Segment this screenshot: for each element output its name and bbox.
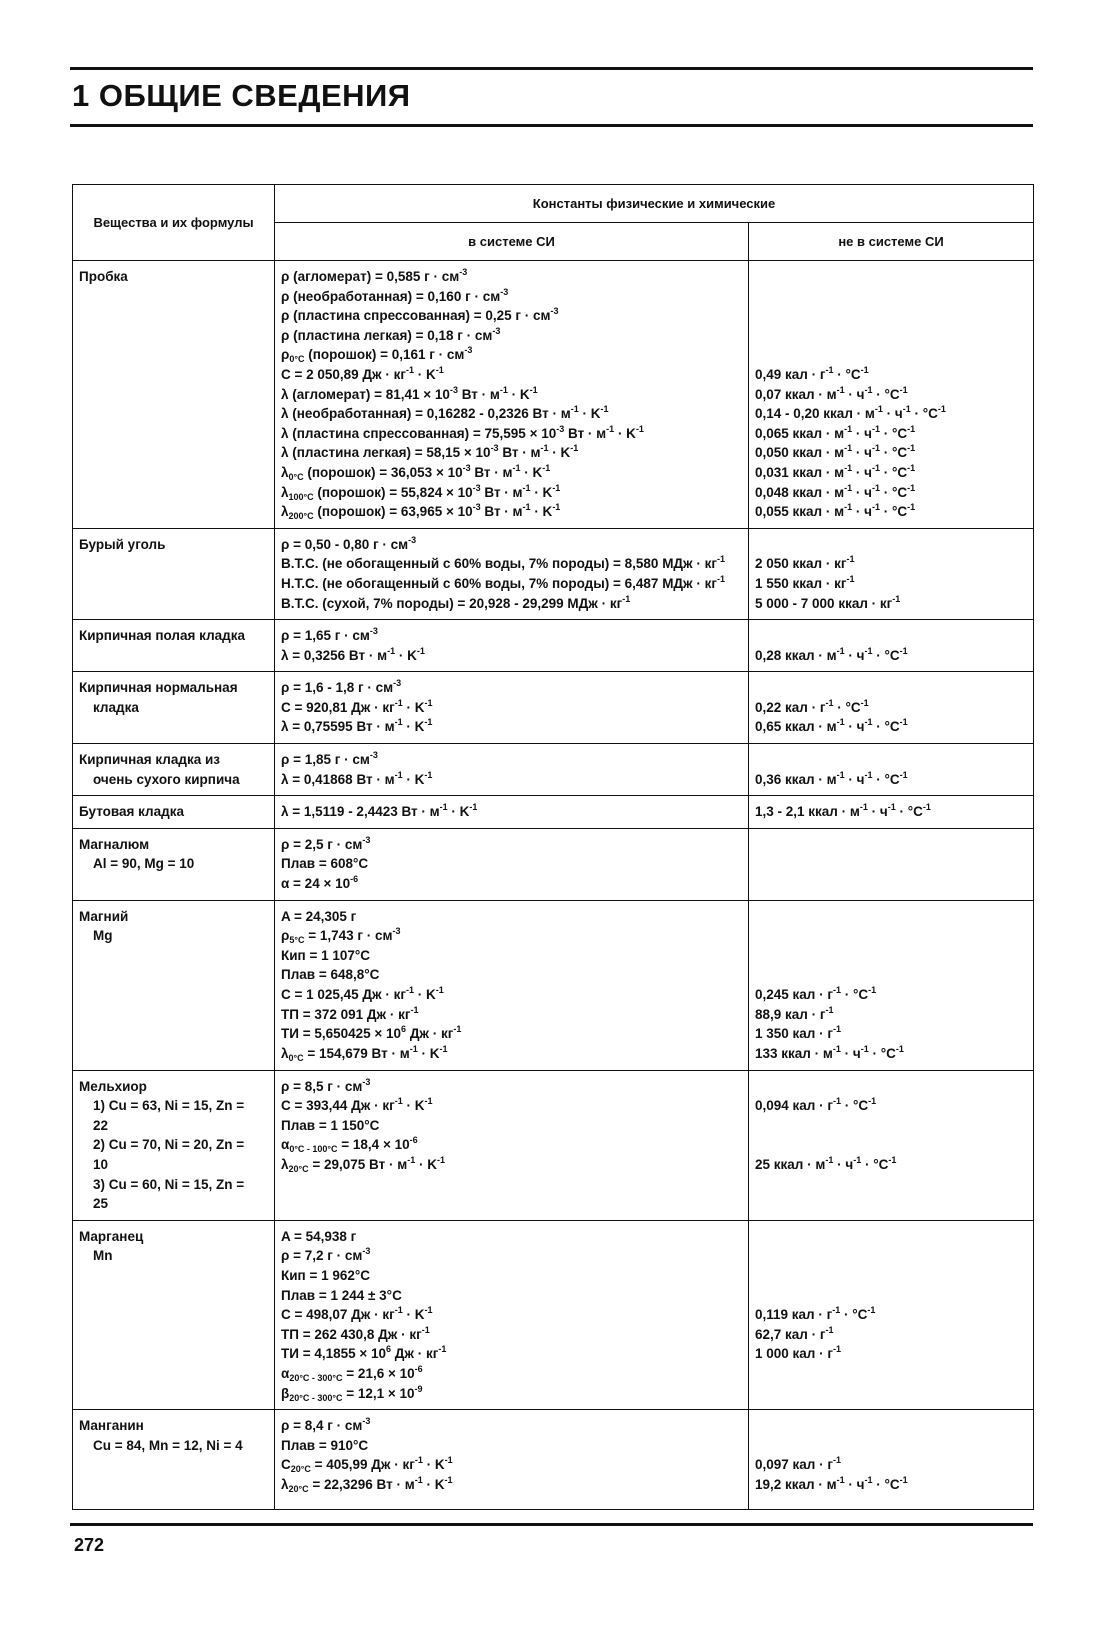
non-si-line — [755, 345, 1027, 365]
substance-line: 2) Cu = 70, Ni = 20, Zn = — [93, 1137, 245, 1153]
non-si-line: 1 350 кал · $г^{-1}$ — [755, 1024, 842, 1042]
si-line: ρ (пластина легкая) = 0,18 $г \cdot см^{-3}$ — [281, 325, 501, 343]
substance-cell — [73, 900, 275, 1070]
si-line: ТП = 372 091 Дж · $кг^{-1}$ — [281, 1004, 419, 1022]
non-si-line — [755, 946, 1027, 966]
non-si-cell — [749, 1410, 1034, 1510]
si-line: C = 920,81 Дж · $кг^{-1} \cdot K^{-1}$ — [281, 697, 433, 715]
table-row — [73, 672, 1034, 744]
si-line: Плав = 910°C — [281, 1437, 369, 1453]
table-row — [73, 744, 1034, 796]
substance-line: Mn — [93, 1248, 113, 1264]
top-rule — [70, 67, 1033, 70]
table-row — [73, 528, 1034, 619]
substance-cell — [73, 620, 275, 672]
substance-cell — [73, 528, 275, 619]
substance-line: Бурый уголь — [79, 536, 166, 552]
non-si-line — [755, 1116, 1027, 1136]
substance-line: Кирпичная полая кладка — [79, 628, 245, 644]
non-si-line: 0,36 ккал · $м^{-1} \cdot ч^{-1} \cdot ^\circ C^{-1}$ — [755, 769, 908, 787]
si-line: ρ (пластина спрессованная) = 0,25 $г \cdot см^{-3}$ — [281, 306, 559, 324]
bottom-rule — [70, 1523, 1033, 1526]
substance-cell — [73, 1070, 275, 1220]
si-cell — [275, 672, 749, 744]
si-line: C = 2 050,89 Дж · $кг^{-1} \cdot K^{-1}$ — [281, 364, 444, 382]
si-line: Плав = 1 244 ± 3°C — [281, 1287, 402, 1303]
non-si-line: 1,3 - 2,1 ккал · $м^{-1} \cdot ч^{-1} \cdot ^\circ C^{-1}$ — [755, 802, 931, 820]
si-line: λ (необработанная) = 0,16282 - 0,2326 Вт · $м^{-1} \cdot K^{-1}$ — [281, 404, 609, 422]
si-line: Н.Т.С. (не обогащенный с 60% воды, 7% породы) = 6,487 МДж · $кг^{-1}$ — [281, 573, 726, 591]
non-si-line: 0,119 кал · $г^{-1} \cdot ^\circ C^{-1}$ — [755, 1305, 876, 1323]
si-cell — [275, 1410, 749, 1510]
title-rule — [70, 124, 1033, 127]
non-si-line — [755, 907, 1027, 927]
si-line: Кип = 1 962°C — [281, 1267, 371, 1283]
non-si-line — [755, 1286, 1027, 1306]
non-si-line — [755, 750, 1027, 770]
si-cell — [275, 828, 749, 900]
si-cell — [275, 744, 749, 796]
non-si-line — [755, 306, 1027, 326]
si-line: ТП = 262 430,8 Дж · $кг^{-1}$ — [281, 1324, 430, 1342]
substance-line: 22 — [93, 1117, 109, 1133]
si-line: $\lambda_{0^\circ C} = 154,679$ Вт · $м^{-1} \cdot K^{-1}$ — [281, 1043, 448, 1063]
si-line: Плав = 648,8°C — [281, 967, 380, 983]
substance-line: Al = 90, Mg = 10 — [93, 856, 195, 872]
non-si-line — [755, 926, 1027, 946]
non-si-line: 0,048 ккал · $м^{-1} \cdot ч^{-1} \cdot ^\circ C^{-1}$ — [755, 482, 916, 500]
si-line: Кип = 1 107°C — [281, 947, 371, 963]
si-cell — [275, 900, 749, 1070]
si-line: λ = 0,41868 Вт · $м^{-1} \cdot K^{-1}$ — [281, 769, 433, 787]
non-si-line: 0,22 кал · $г^{-1} \cdot ^\circ C^{-1}$ — [755, 697, 869, 715]
si-line: C = 1 025,45 Дж · $кг^{-1} \cdot K^{-1}$ — [281, 985, 444, 1002]
substance-line: Кирпичная кладка из — [79, 752, 220, 768]
substance-line: очень сухого кирпича — [93, 771, 240, 787]
non-si-line: 0,050 ккал · $м^{-1} \cdot ч^{-1} \cdot ^\circ C^{-1}$ — [755, 443, 916, 461]
table-row — [73, 261, 1034, 529]
substance-line: Мельхиор — [79, 1078, 147, 1094]
si-line: $\rho_{0^\circ C}$ (порошок) = 0,161 $г \cdot см^{-3}$ — [281, 345, 473, 365]
non-si-cell — [749, 261, 1034, 529]
substance-line: 10 — [93, 1157, 109, 1172]
si-line: $\lambda_{20^\circ C} = 29,075$ Вт · $м^{-1} \cdot K^{-1}$ — [281, 1155, 445, 1174]
non-si-cell — [749, 1070, 1034, 1220]
non-si-line — [755, 626, 1027, 646]
si-line: ρ = 1,65 $г \cdot см^{-3}$ — [281, 626, 378, 644]
non-si-line: 0,065 ккал · $м^{-1} \cdot ч^{-1} \cdot ^\circ C^{-1}$ — [755, 423, 916, 441]
page-number: 272 — [74, 1535, 105, 1555]
si-line: ρ (агломерат) = 0,585 $г \cdot см^{-3}$ — [281, 267, 468, 284]
si-line: $\rho_{5^\circ C} = 1,743$ $г \cdot см^{-3}$ — [281, 926, 401, 946]
non-si-line: 5 000 - 7 000 ккал · $кг^{-1}$ — [755, 593, 901, 611]
si-cell — [275, 620, 749, 672]
si-line: ТИ = $4,1855 \times 10^6$ Дж · $кг^{-1}$ — [281, 1344, 447, 1362]
non-si-line — [755, 1246, 1027, 1266]
non-si-cell — [749, 744, 1034, 796]
si-line: $\lambda_{100^\circ C}$ (порошок) = $55,824 \times 10^{-3}$ Вт · $м^{-1} \cdot K^{-1}$ — [281, 482, 561, 502]
si-line: Плав = 1 150°C — [281, 1117, 380, 1133]
table-row — [73, 1220, 1034, 1409]
si-cell — [275, 528, 749, 619]
si-line: ρ = 8,5 $г \cdot см^{-3}$ — [281, 1076, 371, 1094]
non-si-line: 0,14 - 0,20 ккал · $м^{-1} \cdot ч^{-1} \cdot ^\circ C^{-1}$ — [755, 404, 946, 422]
si-line: λ (пластина легкая) = $58,15 \times 10^{-3}$ Вт · $м^{-1} \cdot K^{-1}$ — [281, 443, 579, 461]
si-line: ρ = 7,2 $г \cdot см^{-3}$ — [281, 1246, 371, 1264]
si-cell — [275, 1220, 749, 1409]
si-line: λ = 1,5119 - 2,4423 Вт · $м^{-1} \cdot K^{-1}$ — [281, 802, 478, 820]
substance-cell — [73, 1410, 275, 1510]
table-row — [73, 1070, 1034, 1220]
table-row — [73, 900, 1034, 1070]
table-row — [73, 796, 1034, 829]
header-constants: Константы физические и химические — [275, 185, 1034, 223]
substance-line: Mg — [93, 928, 113, 944]
non-si-line — [755, 965, 1027, 985]
si-line: $\lambda_{20^\circ C} = 22,3296$ Вт · $м^{-1} \cdot K^{-1}$ — [281, 1474, 453, 1494]
substance-line: Магний — [79, 908, 129, 924]
si-line: В.Т.С. (сухой, 7% породы) = 20,928 - 29,299 МДж · $кг^{-1}$ — [281, 593, 631, 611]
si-line: λ (агломерат) = $81,41 \times 10^{-3}$ Вт · $м^{-1} \cdot K^{-1}$ — [281, 384, 538, 402]
non-si-line — [755, 1135, 1027, 1155]
substance-line: Кирпичная нормальная — [79, 680, 238, 696]
non-si-line — [755, 1416, 1027, 1436]
table-row — [73, 828, 1034, 900]
substance-line: Cu = 84, Mn = 12, Ni = 4 — [93, 1437, 243, 1453]
non-si-line: 25 ккал · $м^{-1} \cdot ч^{-1} \cdot ^\circ C^{-1}$ — [755, 1155, 897, 1172]
non-si-cell — [749, 620, 1034, 672]
substance-line: Марганец — [79, 1228, 144, 1244]
non-si-line — [755, 1266, 1027, 1286]
non-si-line: 88,9 кал · $г^{-1}$ — [755, 1004, 834, 1022]
si-line: ТИ = $5,650425 \times 10^6$ Дж · $кг^{-1}$ — [281, 1024, 462, 1042]
non-si-line: 0,094 кал · $г^{-1} \cdot ^\circ C^{-1}$ — [755, 1096, 877, 1114]
chapter-title: 1 ОБЩИЕ СВЕДЕНИЯ — [72, 78, 411, 113]
non-si-line — [755, 535, 1027, 555]
si-cell — [275, 261, 749, 529]
non-si-line: 0,055 ккал · $м^{-1} \cdot ч^{-1} \cdot ^\circ C^{-1}$ — [755, 502, 916, 520]
substance-line: Пробка — [79, 269, 128, 284]
non-si-cell — [749, 828, 1034, 900]
substance-cell — [73, 796, 275, 829]
non-si-line: 0,07 ккал · $м^{-1} \cdot ч^{-1} \cdot ^\circ C^{-1}$ — [755, 384, 908, 402]
non-si-line — [755, 1227, 1027, 1247]
header-non-si: не в системе СИ — [749, 223, 1034, 261]
non-si-cell — [749, 796, 1034, 829]
substance-cell — [73, 828, 275, 900]
si-line: λ = 0,75595 Вт · $м^{-1} \cdot K^{-1}$ — [281, 717, 433, 735]
si-line: C = 393,44 Дж · $кг^{-1} \cdot K^{-1}$ — [281, 1096, 433, 1114]
header-substances: Вещества и их формулы — [73, 185, 275, 261]
non-si-line: 0,245 кал · $г^{-1} \cdot ^\circ C^{-1}$ — [755, 985, 877, 1002]
si-line: $\alpha_{20^\circ C - 300^\circ C} = 21,6 \times 10^{-6}$ — [281, 1363, 423, 1383]
si-line: $\lambda_{200^\circ C}$ (порошок) = $63,965 \times 10^{-3}$ Вт · $м^{-1} \cdot K^{-1}$ — [281, 502, 561, 522]
si-line: C = 498,07 Дж · $кг^{-1} \cdot K^{-1}$ — [281, 1305, 433, 1323]
si-line: ρ = 0,50 - 0,80 $г \cdot см^{-3}$ — [281, 534, 417, 552]
non-si-line — [755, 287, 1027, 307]
non-si-line — [755, 1077, 1027, 1097]
table-row — [73, 620, 1034, 672]
si-line: Плав = 608°C — [281, 856, 369, 872]
si-cell — [275, 1070, 749, 1220]
si-line: A = 54,938 г — [281, 1228, 357, 1244]
si-line: $\lambda_{0^\circ C}$ (порошок) = $36,053 \times 10^{-3}$ Вт · $м^{-1} \cdot K^{-1}$ — [281, 462, 551, 482]
non-si-line: 62,7 кал · $г^{-1}$ — [755, 1324, 834, 1342]
substance-cell — [73, 672, 275, 744]
si-line: ρ = 8,4 $г \cdot см^{-3}$ — [281, 1416, 371, 1434]
si-line: $C_{20^\circ C} = 405,99$ Дж · $кг^{-1} \cdot K^{-1}$ — [281, 1455, 453, 1475]
non-si-line — [755, 326, 1027, 346]
non-si-cell — [749, 672, 1034, 744]
non-si-line: 2 050 ккал · $кг^{-1}$ — [755, 554, 855, 572]
non-si-line: 133 ккал · $м^{-1} \cdot ч^{-1} \cdot ^\circ C^{-1}$ — [755, 1043, 904, 1061]
non-si-line: 0,49 кал · $г^{-1} \cdot ^\circ C^{-1}$ — [755, 364, 869, 382]
non-si-line: 0,031 ккал · $м^{-1} \cdot ч^{-1} \cdot ^\circ C^{-1}$ — [755, 462, 916, 480]
substance-line: 3) Cu = 60, Ni = 15, Zn = — [93, 1176, 245, 1192]
si-cell — [275, 796, 749, 829]
substance-cell — [73, 1220, 275, 1409]
substance-line: кладка — [93, 699, 139, 715]
si-line: ρ = 1,85 $г \cdot см^{-3}$ — [281, 750, 378, 768]
si-line: $\alpha_{0^\circ C - 100^\circ C} = 18,4 \times 10^{-6}$ — [281, 1135, 418, 1155]
non-si-line: 19,2 ккал · $м^{-1} \cdot ч^{-1} \cdot ^\circ C^{-1}$ — [755, 1474, 908, 1492]
non-si-line: 1 550 ккал · $кг^{-1}$ — [755, 573, 855, 591]
non-si-line — [755, 1436, 1027, 1456]
header-si: в системе СИ — [275, 223, 749, 261]
si-line: ρ (необработанная) = 0,160 $г \cdot см^{-3}$ — [281, 286, 509, 304]
si-line: В.Т.С. (не обогащенный с 60% воды, 7% породы) = 8,580 МДж · $кг^{-1}$ — [281, 554, 726, 572]
si-line: ρ = 1,6 - 1,8 $г \cdot см^{-3}$ — [281, 678, 402, 696]
si-line: λ (пластина спрессованная) = $75,595 \times 10^{-3}$ Вт · $м^{-1} \cdot K^{-1}$ — [281, 423, 644, 441]
substance-line: Бутовая кладка — [79, 804, 184, 820]
non-si-line: 0,65 ккал · $м^{-1} \cdot ч^{-1} \cdot ^\circ C^{-1}$ — [755, 717, 908, 735]
substance-line: Магналюм — [79, 836, 150, 852]
si-line: $\alpha = 24 \times 10^{-6}$ — [281, 874, 359, 892]
table-row — [73, 1410, 1034, 1510]
non-si-line: 0,28 ккал · $м^{-1} \cdot ч^{-1} \cdot ^\circ C^{-1}$ — [755, 645, 908, 663]
substance-cell — [73, 744, 275, 796]
si-line: ρ = 2,5 $г \cdot см^{-3}$ — [281, 834, 371, 852]
substance-cell — [73, 261, 275, 529]
non-si-cell — [749, 1220, 1034, 1409]
non-si-line — [755, 678, 1027, 698]
substance-line: 1) Cu = 63, Ni = 15, Zn = — [93, 1098, 245, 1114]
non-si-line — [755, 267, 1027, 287]
non-si-line: 0,097 кал · $г^{-1}$ — [755, 1455, 842, 1473]
constants-table — [72, 184, 1034, 1510]
substance-line: 25 — [93, 1196, 109, 1212]
non-si-cell — [749, 900, 1034, 1070]
non-si-cell — [749, 528, 1034, 619]
si-line: A = 24,305 г — [281, 908, 357, 924]
si-line: λ = 0,3256 Вт · $м^{-1} \cdot K^{-1}$ — [281, 645, 425, 663]
si-line: $\beta_{20^\circ C - 300^\circ C} = 12,1 \times 10^{-9}$ — [281, 1383, 423, 1403]
substance-line: Манганин — [79, 1418, 144, 1434]
non-si-line: 1 000 кал · $г^{-1}$ — [755, 1344, 842, 1362]
